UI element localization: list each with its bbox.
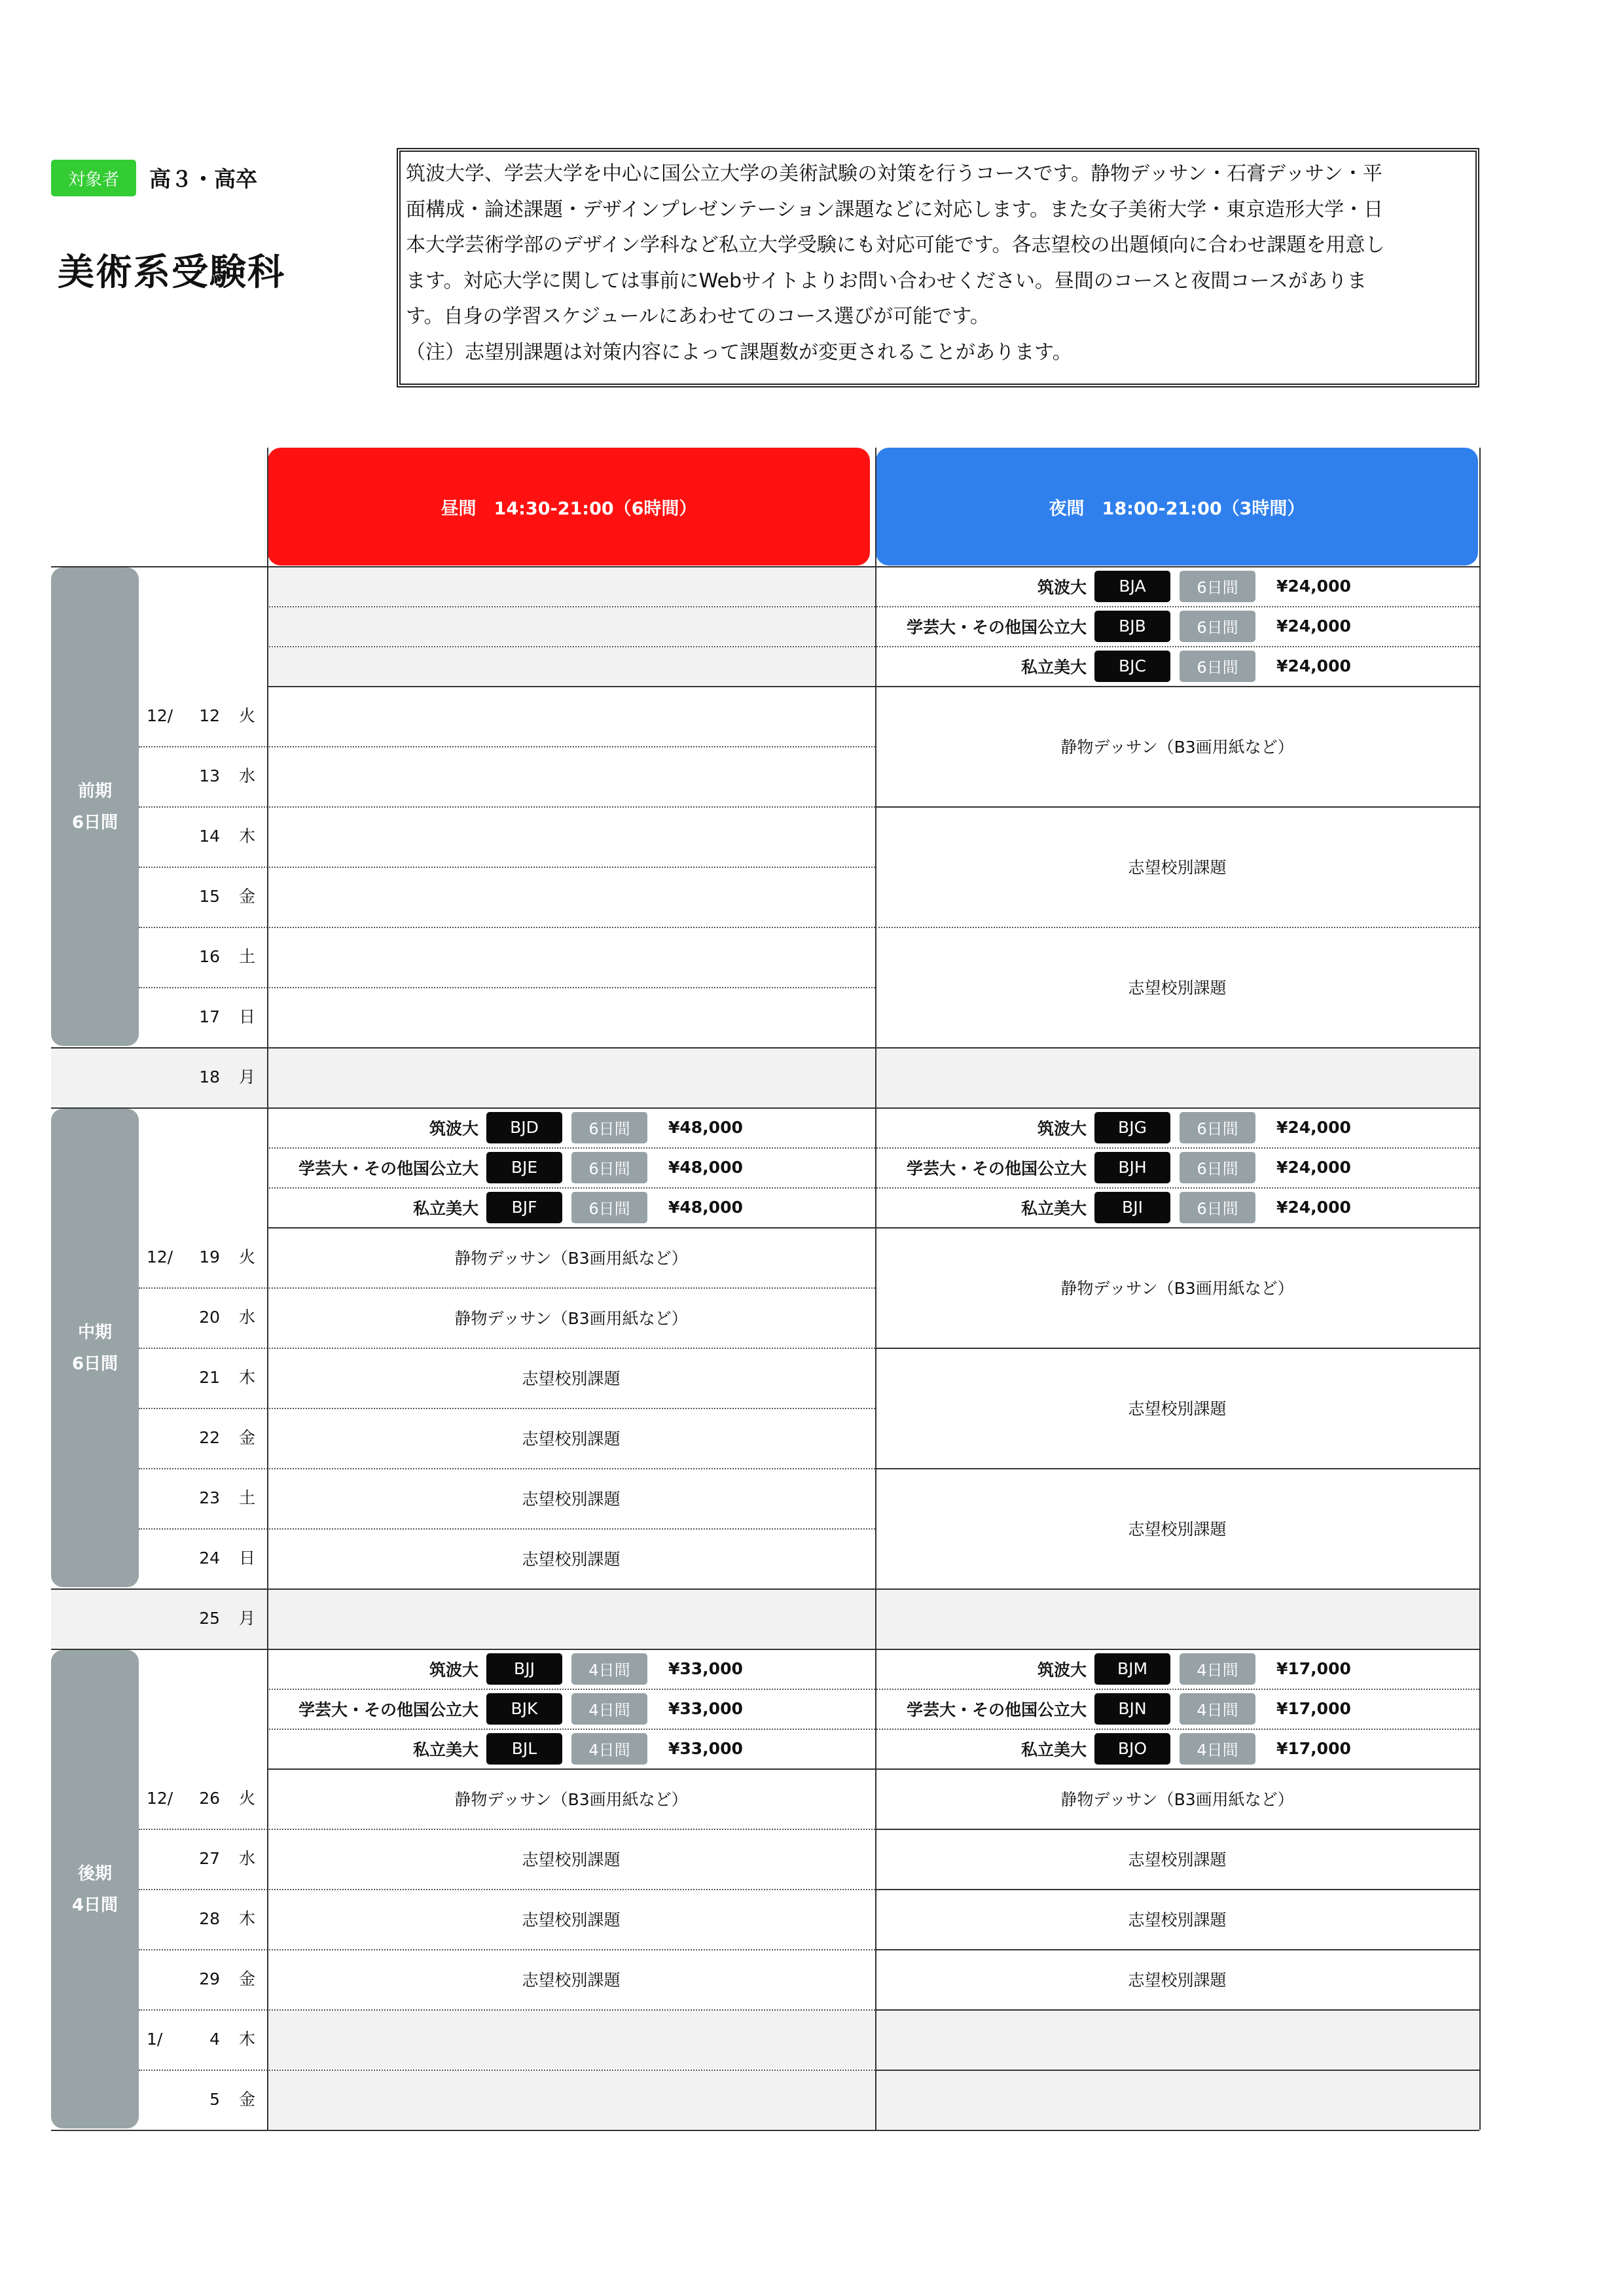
course-code-badge: BJD <box>486 1112 562 1143</box>
course-row <box>875 1187 1477 1227</box>
course-price: ¥33,000 <box>668 1739 743 1758</box>
course-duration-badge: 6日間 <box>1180 1112 1255 1143</box>
course-row <box>267 1187 869 1227</box>
course-price: ¥24,000 <box>1276 656 1351 675</box>
date-label <box>139 1287 267 1348</box>
header-night-course: 夜間 18:00-21:00（3時間） <box>876 448 1478 565</box>
date-label <box>139 1227 267 1287</box>
course-duration-badge: 6日間 <box>1180 651 1255 682</box>
course-school: 筑波大 <box>1037 577 1087 597</box>
course-row <box>267 1147 869 1187</box>
date-day: 26 <box>199 1789 220 1808</box>
date-label <box>139 806 267 867</box>
schedule-task: 志望校別課題 <box>1128 1520 1227 1539</box>
schedule-task: 静物デッサン（B3画用紙など） <box>454 1309 688 1328</box>
page-title: 美術系受験科 <box>58 251 285 294</box>
date-day: 18 <box>199 1067 220 1086</box>
course-code-badge: BJG <box>1094 1112 1170 1143</box>
course-duration-badge: 6日間 <box>571 1112 647 1143</box>
date-label <box>139 1408 267 1468</box>
date-weekday: 日 <box>238 1549 255 1568</box>
course-code-badge: BJK <box>486 1693 562 1725</box>
course-code-badge: BJF <box>486 1192 562 1223</box>
course-price: ¥24,000 <box>1276 1118 1351 1137</box>
date-day: 28 <box>199 1909 220 1928</box>
date-month: 1/ <box>147 2030 163 2049</box>
period-label: 後期 <box>77 1863 112 1884</box>
date-day: 15 <box>199 887 220 906</box>
course-code-badge: BJM <box>1094 1653 1170 1685</box>
course-code-badge: BJE <box>486 1152 562 1183</box>
date-day: 21 <box>199 1368 220 1387</box>
description-line: ます。対応大学に関しては事前にWebサイトよりお問い合わせください。昼間のコースと夜間コースがありま <box>406 269 1367 293</box>
date-label <box>139 1889 267 1949</box>
date-label <box>139 1348 267 1408</box>
date-weekday: 月 <box>238 1067 255 1086</box>
schedule-task: 志望校別課題 <box>1128 1910 1227 1929</box>
date-day: 13 <box>199 766 220 785</box>
course-duration-badge: 6日間 <box>571 1152 647 1183</box>
row-divider <box>51 2130 1479 2131</box>
date-weekday: 金 <box>238 2090 255 2109</box>
course-school: 学芸大・その他国公立大 <box>298 1158 478 1178</box>
date-label <box>139 1528 267 1588</box>
course-duration-badge: 4日間 <box>1180 1693 1255 1725</box>
course-school: 学芸大・その他国公立大 <box>906 1158 1087 1178</box>
course-price: ¥24,000 <box>1276 1198 1351 1217</box>
date-label <box>139 1829 267 1889</box>
date-label <box>139 1768 267 1829</box>
schedule-task: 志望校別課題 <box>522 1429 621 1448</box>
column-divider <box>875 448 876 2130</box>
date-day: 12 <box>199 706 220 725</box>
date-label <box>139 1949 267 2009</box>
column-divider <box>1479 448 1481 2130</box>
course-code-badge: BJA <box>1094 571 1170 602</box>
period-label: 前期 <box>77 781 112 801</box>
course-duration-badge: 6日間 <box>1180 571 1255 602</box>
course-price: ¥24,000 <box>1276 617 1351 636</box>
date-day: 23 <box>199 1488 220 1507</box>
course-row <box>875 1107 1477 1147</box>
course-row <box>875 1147 1477 1187</box>
date-label <box>139 2070 267 2130</box>
course-duration-badge: 4日間 <box>1180 1653 1255 1685</box>
period-label: 中期 <box>77 1322 112 1342</box>
schedule-task: 静物デッサン（B3画用紙など） <box>454 1790 688 1809</box>
date-weekday: 木 <box>238 827 255 846</box>
course-duration-badge: 6日間 <box>1180 1192 1255 1223</box>
course-school: 学芸大・その他国公立大 <box>906 1700 1087 1719</box>
course-school: 学芸大・その他国公立大 <box>298 1700 478 1719</box>
date-weekday: 金 <box>238 1428 255 1447</box>
date-label <box>139 987 267 1047</box>
course-price: ¥17,000 <box>1276 1659 1351 1678</box>
course-school: 私立美大 <box>1020 1740 1087 1759</box>
course-code-badge: BJN <box>1094 1693 1170 1725</box>
course-price: ¥48,000 <box>668 1198 743 1217</box>
course-row <box>267 1649 869 1689</box>
date-day: 20 <box>199 1308 220 1327</box>
period-days: 4日間 <box>71 1895 118 1915</box>
target-badge: 対象者 <box>51 160 136 196</box>
date-label <box>139 927 267 987</box>
schedule-task: 志望校別課題 <box>1128 1971 1227 1990</box>
course-code-badge: BJO <box>1094 1733 1170 1765</box>
schedule-task: 静物デッサン（B3画用紙など） <box>1060 1790 1294 1809</box>
course-row <box>875 606 1477 646</box>
date-label <box>139 1588 267 1649</box>
schedule-task: 静物デッサン（B3画用紙など） <box>1060 1279 1294 1298</box>
empty-cell <box>268 2071 1479 2129</box>
date-weekday: 水 <box>238 1308 255 1327</box>
date-label <box>139 746 267 806</box>
date-day: 24 <box>199 1549 220 1568</box>
course-code-badge: BJJ <box>486 1653 562 1685</box>
empty-cell <box>268 2011 1479 2069</box>
date-day: 14 <box>199 827 220 846</box>
date-day: 29 <box>199 1969 220 1988</box>
date-day: 22 <box>199 1428 220 1447</box>
empty-cell <box>268 647 875 685</box>
schedule-task: 志望校別課題 <box>1128 858 1227 877</box>
schedule-task: 志望校別課題 <box>1128 1850 1227 1869</box>
date-weekday: 火 <box>238 1789 255 1808</box>
period-days: 6日間 <box>71 812 118 833</box>
course-price: ¥48,000 <box>668 1118 743 1137</box>
column-divider <box>267 448 268 2130</box>
course-price: ¥17,000 <box>1276 1699 1351 1718</box>
date-day: 4 <box>209 2030 220 2049</box>
course-row <box>267 1689 869 1729</box>
empty-cell <box>268 607 875 645</box>
date-day: 19 <box>199 1247 220 1266</box>
description-line: 面構成・論述課題・デザインプレゼンテーション課題などに対応します。また女子美術大学・東京造形大学・日 <box>406 198 1384 221</box>
period-badge <box>51 1650 139 2128</box>
course-row <box>875 1649 1477 1689</box>
course-row <box>875 1689 1477 1729</box>
course-price: ¥24,000 <box>1276 577 1351 596</box>
description-line: す。自身の学習スケジュールにあわせてのコース選びが可能です。 <box>406 305 990 328</box>
schedule-task: 志望校別課題 <box>1128 978 1227 997</box>
course-row <box>875 1729 1477 1768</box>
course-school: 私立美大 <box>1020 657 1087 677</box>
date-weekday: 木 <box>238 1368 255 1387</box>
description-line: 本大学芸術学部のデザイン学科など私立大学受験にも対応可能です。各志望校の出題傾向に合わせ課題を用意し <box>406 234 1385 257</box>
course-school: 学芸大・その他国公立大 <box>906 617 1087 637</box>
schedule-task: 静物デッサン（B3画用紙など） <box>454 1249 688 1268</box>
description-line: （注）志望別課題は対策内容によって課題数が変更されることがあります。 <box>406 340 1072 364</box>
date-weekday: 土 <box>238 947 255 966</box>
course-school: 筑波大 <box>429 1660 478 1679</box>
date-label <box>139 1468 267 1528</box>
schedule-task: 志望校別課題 <box>522 1369 621 1388</box>
header-day-course: 昼間 14:30-21:00（6時間） <box>268 448 870 565</box>
schedule-task: 志望校別課題 <box>522 1490 621 1509</box>
date-weekday: 日 <box>238 1007 255 1026</box>
course-code-badge: BJC <box>1094 651 1170 682</box>
course-school: 私立美大 <box>412 1740 478 1759</box>
date-day: 16 <box>199 947 220 966</box>
course-duration-badge: 6日間 <box>571 1192 647 1223</box>
date-weekday: 水 <box>238 1849 255 1868</box>
period-badge <box>51 567 139 1046</box>
course-school: 筑波大 <box>429 1119 478 1138</box>
course-row <box>875 646 1477 686</box>
date-weekday: 金 <box>238 887 255 906</box>
date-weekday: 火 <box>238 706 255 725</box>
date-day: 17 <box>199 1007 220 1026</box>
course-duration-badge: 6日間 <box>1180 1152 1255 1183</box>
date-month: 12/ <box>147 1247 173 1266</box>
course-code-badge: BJB <box>1094 611 1170 642</box>
date-weekday: 火 <box>238 1247 255 1266</box>
course-price: ¥33,000 <box>668 1699 743 1718</box>
date-weekday: 木 <box>238 2030 255 2049</box>
course-school: 私立美大 <box>412 1198 478 1218</box>
course-description <box>397 148 1479 387</box>
course-row <box>875 566 1477 606</box>
course-duration-badge: 4日間 <box>571 1653 647 1685</box>
period-days: 6日間 <box>71 1354 118 1374</box>
schedule-task: 志望校別課題 <box>522 1850 621 1869</box>
date-month: 12/ <box>147 706 173 725</box>
schedule-task: 志望校別課題 <box>1128 1399 1227 1418</box>
course-row <box>267 1729 869 1768</box>
date-weekday: 金 <box>238 1969 255 1988</box>
period-badge <box>51 1109 139 1587</box>
course-price: ¥24,000 <box>1276 1158 1351 1177</box>
schedule-task: 志望校別課題 <box>522 1971 621 1990</box>
course-price: ¥33,000 <box>668 1659 743 1678</box>
course-code-badge: BJH <box>1094 1152 1170 1183</box>
date-day: 27 <box>199 1849 220 1868</box>
course-school: 私立美大 <box>1020 1198 1087 1218</box>
date-month: 12/ <box>147 1789 173 1808</box>
course-duration-badge: 4日間 <box>571 1693 647 1725</box>
date-label <box>139 867 267 927</box>
course-duration-badge: 6日間 <box>1180 611 1255 642</box>
description-line: 筑波大学、学芸大学を中心に国公立大学の美術試験の対策を行うコースです。静物デッサン・石膏デッサン・平 <box>406 162 1382 185</box>
empty-cell <box>268 567 875 605</box>
date-label <box>139 1047 267 1107</box>
date-weekday: 木 <box>238 1909 255 1928</box>
schedule-task: 志望校別課題 <box>522 1550 621 1569</box>
course-duration-badge: 4日間 <box>571 1733 647 1765</box>
course-row <box>267 1107 869 1147</box>
schedule-task: 静物デッサン（B3画用紙など） <box>1060 738 1294 757</box>
schedule-task: 志望校別課題 <box>522 1910 621 1929</box>
course-price: ¥48,000 <box>668 1158 743 1177</box>
date-day: 25 <box>199 1609 220 1628</box>
date-weekday: 月 <box>238 1609 255 1628</box>
target-grade: 高３・高卒 <box>149 166 257 192</box>
course-duration-badge: 4日間 <box>1180 1733 1255 1765</box>
course-code-badge: BJL <box>486 1733 562 1765</box>
course-code-badge: BJI <box>1094 1192 1170 1223</box>
date-label <box>139 2009 267 2070</box>
course-school: 筑波大 <box>1037 1119 1087 1138</box>
course-school: 筑波大 <box>1037 1660 1087 1679</box>
course-price: ¥17,000 <box>1276 1739 1351 1758</box>
date-weekday: 水 <box>238 766 255 785</box>
date-label <box>139 686 267 746</box>
date-day: 5 <box>209 2090 220 2109</box>
date-weekday: 土 <box>238 1488 255 1507</box>
